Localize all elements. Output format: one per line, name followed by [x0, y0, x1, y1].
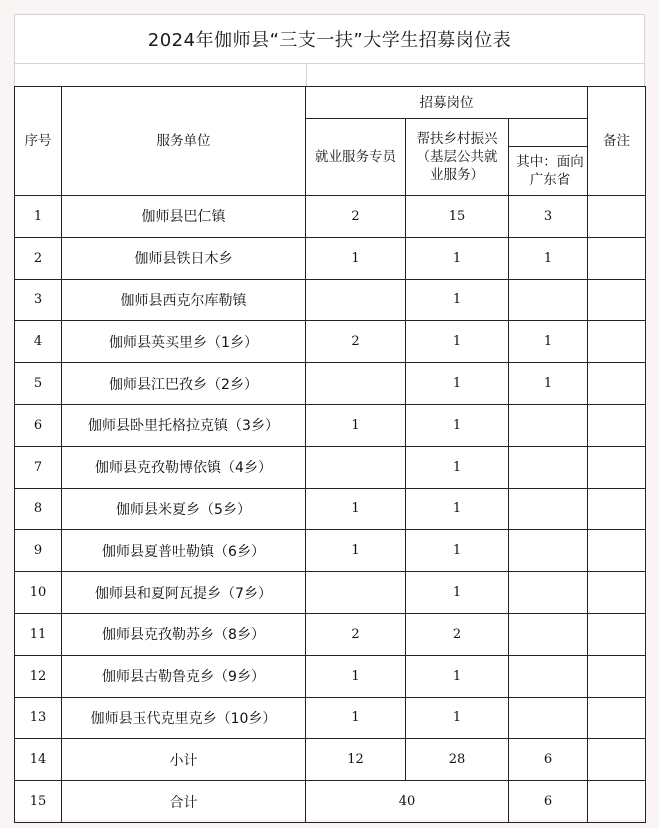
cell-employment: 1 [306, 237, 406, 279]
cell-seq: 3 [15, 279, 62, 321]
cell-seq: 15 [15, 781, 62, 823]
cell-seq: 13 [15, 697, 62, 739]
subtotal-employment: 12 [306, 739, 406, 781]
cell-remark [588, 530, 646, 572]
table-row [15, 613, 646, 655]
cell-guangdong [509, 530, 588, 572]
cell-remark [588, 781, 646, 823]
subtotal-row [15, 739, 646, 781]
cell-unit: 伽师县夏普吐勒镇（6乡） [62, 530, 306, 572]
cell-guangdong: 1 [509, 321, 588, 363]
cell-employment: 1 [306, 697, 406, 739]
cell-remark [588, 488, 646, 530]
header-employment: 就业服务专员 [306, 119, 406, 196]
cell-remark [588, 655, 646, 697]
cell-remark [588, 446, 646, 488]
header-blank [509, 119, 588, 147]
cell-guangdong: 3 [509, 196, 588, 238]
cell-seq: 4 [15, 321, 62, 363]
cell-employment [306, 279, 406, 321]
cell-employment: 1 [306, 404, 406, 446]
table-row [15, 697, 646, 739]
cell-rural: 1 [406, 572, 509, 614]
cell-unit: 伽师县铁日木乡 [62, 237, 306, 279]
table-row [15, 404, 646, 446]
cell-seq: 7 [15, 446, 62, 488]
cell-remark [588, 237, 646, 279]
cell-guangdong [509, 279, 588, 321]
table-row [15, 363, 646, 405]
cell-guangdong [509, 488, 588, 530]
table-row [15, 572, 646, 614]
cell-rural: 1 [406, 655, 509, 697]
cell-rural: 1 [406, 488, 509, 530]
header-remark: 备注 [588, 87, 646, 196]
total-row [15, 781, 646, 823]
cell-unit: 伽师县英买里乡（1乡） [62, 321, 306, 363]
cell-guangdong [509, 697, 588, 739]
cell-guangdong [509, 613, 588, 655]
cell-unit: 伽师县克孜勒苏乡（8乡） [62, 613, 306, 655]
cell-employment: 1 [306, 488, 406, 530]
cell-seq: 5 [15, 363, 62, 405]
cell-seq: 9 [15, 530, 62, 572]
header-positions: 招募岗位 [306, 87, 588, 119]
cell-guangdong [509, 446, 588, 488]
cell-rural: 1 [406, 363, 509, 405]
table-row [15, 237, 646, 279]
cell-rural: 1 [406, 321, 509, 363]
cell-unit: 伽师县西克尔库勒镇 [62, 279, 306, 321]
document [14, 14, 645, 820]
cell-remark [588, 613, 646, 655]
subtotal-label: 小计 [62, 739, 306, 781]
cell-seq: 10 [15, 572, 62, 614]
cell-unit: 伽师县卧里托格拉克镇（3乡） [62, 404, 306, 446]
recruitment-table [14, 86, 646, 823]
cell-unit: 伽师县克孜勒博依镇（4乡） [62, 446, 306, 488]
table-row [15, 446, 646, 488]
table-row [15, 279, 646, 321]
cell-employment: 2 [306, 196, 406, 238]
cell-employment [306, 446, 406, 488]
table-row [15, 321, 646, 363]
cell-rural: 1 [406, 446, 509, 488]
cell-rural: 1 [406, 697, 509, 739]
cell-unit: 伽师县玉代克里克乡（10乡） [62, 697, 306, 739]
total-combined: 40 [306, 781, 509, 823]
cell-guangdong: 1 [509, 363, 588, 405]
cell-guangdong [509, 572, 588, 614]
cell-rural: 15 [406, 196, 509, 238]
table-row [15, 530, 646, 572]
cell-remark [588, 739, 646, 781]
cell-rural: 1 [406, 237, 509, 279]
cell-seq: 2 [15, 237, 62, 279]
cell-employment [306, 572, 406, 614]
cell-seq: 1 [15, 196, 62, 238]
cell-remark [588, 321, 646, 363]
cell-remark [588, 196, 646, 238]
cell-unit: 伽师县巴仁镇 [62, 196, 306, 238]
total-label: 合计 [62, 781, 306, 823]
cell-guangdong [509, 655, 588, 697]
table-row [15, 196, 646, 238]
cell-seq: 8 [15, 488, 62, 530]
cell-employment: 1 [306, 530, 406, 572]
subtotal-rural: 28 [406, 739, 509, 781]
cell-employment [306, 363, 406, 405]
cell-seq: 14 [15, 739, 62, 781]
cell-employment: 1 [306, 655, 406, 697]
table-body [15, 196, 646, 823]
subtotal-guangdong: 6 [509, 739, 588, 781]
total-guangdong: 6 [509, 781, 588, 823]
cell-remark [588, 404, 646, 446]
cell-remark [588, 572, 646, 614]
header-guangdong: 其中：面向广东省 [509, 147, 588, 196]
cell-guangdong [509, 404, 588, 446]
cell-remark [588, 279, 646, 321]
table-row [15, 488, 646, 530]
cell-remark [588, 363, 646, 405]
cell-rural: 2 [406, 613, 509, 655]
cell-unit: 伽师县古勒鲁克乡（9乡） [62, 655, 306, 697]
cell-employment: 2 [306, 321, 406, 363]
cell-seq: 12 [15, 655, 62, 697]
page-title: 2024年伽师县“三支一扶”大学生招募岗位表 [14, 14, 645, 64]
cell-unit: 伽师县和夏阿瓦提乡（7乡） [62, 572, 306, 614]
cell-remark [588, 697, 646, 739]
cell-unit: 伽师县江巴孜乡（2乡） [62, 363, 306, 405]
header-rural: 帮扶乡村振兴（基层公共就业服务） [406, 119, 509, 196]
table-row [15, 655, 646, 697]
blank-row [14, 64, 645, 86]
header-unit: 服务单位 [62, 87, 306, 196]
header-seq: 序号 [15, 87, 62, 196]
cell-employment: 2 [306, 613, 406, 655]
cell-seq: 6 [15, 404, 62, 446]
cell-rural: 1 [406, 530, 509, 572]
cell-unit: 伽师县米夏乡（5乡） [62, 488, 306, 530]
cell-rural: 1 [406, 279, 509, 321]
cell-guangdong: 1 [509, 237, 588, 279]
cell-rural: 1 [406, 404, 509, 446]
cell-seq: 11 [15, 613, 62, 655]
